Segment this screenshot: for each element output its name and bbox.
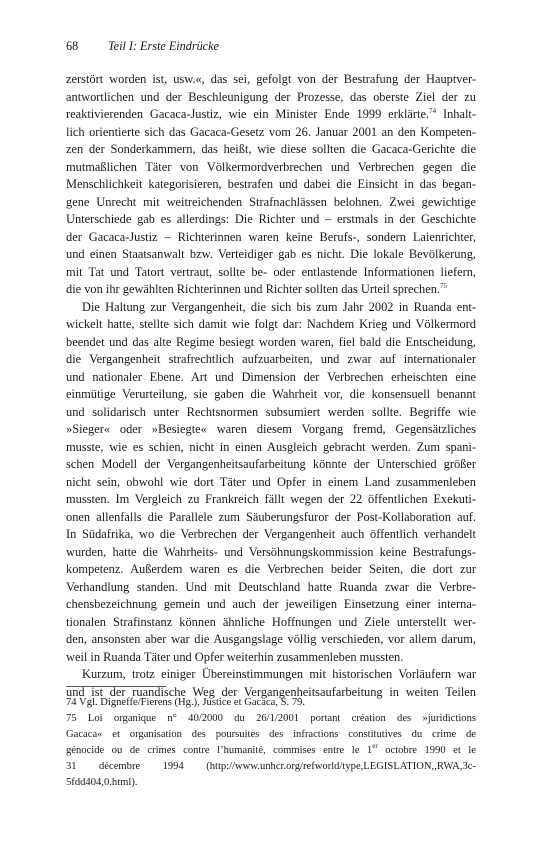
body-line: zerstört worden ist, usw.«, das sei, gefolgt von der Bestrafung der Hauptver-: [66, 72, 476, 86]
footnote-line: 5fdd404,0.html).: [66, 777, 138, 788]
body-line: musste, wie es schien, nicht in einen Ausgleich gebracht werden. Zum spani-: [66, 439, 476, 454]
body-line: und solidarisch unter Rechtsnormen subsumiert werden sollte. Begriffe wie: [66, 404, 476, 419]
superscript-er: er: [372, 743, 378, 750]
body-line: Kurzum, trotz einiger Übereinstimmungen mit historischen Vorläufern war: [82, 667, 476, 681]
body-line: reaktivierenden Gacaca-Justiz, wie ein Minister Ende 1999 erklärte.$^{74}$ Inhalt-: [66, 107, 476, 121]
footnote-line: Gacaca« et organisation des poursuites des infractions constitutives du crime de: [66, 729, 476, 740]
footnote-line: génocide ou de crimes contre l’humanité, commises entre le 1er octobre 1990 et le: [66, 743, 476, 756]
body-line: und einen Staatsanwalt bzw. Verteidiger gab es nicht. Die lokale Bevölkerung,: [66, 247, 476, 261]
body-line: wurden, hatte die Wahrheits- und Versöhnungskommission keine Bestrafungs-: [66, 544, 476, 559]
body-line: beendet und das alte Regime besiegt worden waren, fiel bald die Entscheidung,: [66, 334, 476, 349]
body-line: die Vergangenheit strafrechtlich aufzuarbeiten, und zwar auf internationaler: [66, 352, 476, 366]
body-line: gene Unrecht mit weitreichenden Strafnachlässen belohnen. Zwei gewichtige: [66, 194, 476, 209]
body-line: der Gacaca-Justiz – Richterinnen waren keine Berufs-, sondern Laienrichter,: [66, 229, 476, 244]
body-line: In Südafrika, wo die Verbrechen der Vergangenheit auch öffentlich verhandelt: [66, 527, 476, 541]
page-number: 68: [66, 39, 79, 53]
footnote-75: 75 Loi organique n° 40/2000 du 26/1/2001 portant création des »juridictions: [66, 713, 476, 724]
body-line: Verhandlung standen. Und mit Deutschland hatte Ruanda zwar die Verbre-: [66, 579, 476, 594]
body-line: lich orientierte sich das Gacaca-Gesetz vom 26. Januar 2001 an den Kompeten-: [66, 124, 476, 139]
body-line: Menschlichkeit kategorisieren, bestrafen und dabei die Einsicht in das began-: [66, 177, 476, 191]
body-line: zen der Sonderkammern, das heißt, wie diese sollten die Gacaca-Gerichte die: [66, 142, 476, 156]
footnote-ref-75[interactable]: 75: [440, 282, 448, 290]
footnote-url-line[interactable]: 31 décembre 1994 (http://www.unhcr.org/refworld/type,LEGISLATION,,RWA,3c-: [66, 761, 476, 772]
body-line: den, ansonsten aber war die Ausgangslage völlig verschieden, vor allem darum,: [66, 632, 476, 646]
body-line: mit Tat und Tatort vertraut, sollte be- oder entlastende Informationen liefern,: [66, 264, 476, 279]
body-line: Die Haltung zur Vergangenheit, die sich bis zum Jahr 2002 in Ruanda ent-: [82, 299, 476, 314]
body-line: Unterschiede gab es allerdings: Die Richter und – erstmals in der Geschichte: [66, 212, 476, 226]
footnote-ref-74[interactable]: 74: [429, 107, 437, 115]
running-title: Teil I: Erste Eindrücke: [108, 39, 219, 53]
footnote-separator: [66, 686, 166, 687]
body-line: mutmaßlichen Täter von Völkermordverbrechen und Verbrechen gegen die: [66, 159, 476, 174]
body-line: und ist der ruandische Weg der Vergangenheitsaufarbeitung in weiten Teilen: [66, 684, 476, 699]
body-line: chensbezeichnung gemein und auch der jeweiligen Einsetzung einer interna-: [66, 597, 476, 611]
footnotes: [66, 695, 476, 791]
body-line: antwortlichen und der Beschleunigung der Prozesse, das oberste Ziel der zu: [66, 89, 476, 104]
body-line: onen allenfalls die Parallele zum Säuberungsfuror der Post-Kollaboration auf.: [66, 509, 476, 524]
body-line: die von ihr gewählten Richterinnen und Richter sollten das Urteil sprechen.$^{75}$: [66, 282, 448, 296]
body-line: schen Modell der Vergangenheitsaufarbeitung könnte der Unterschied größer: [66, 457, 476, 471]
body-line: wickelt hatte, stellte sich damit wie folgt dar: Nachdem Krieg und Völkermord: [66, 317, 476, 331]
body-text: [66, 71, 476, 701]
body-line: und nationaler Ebene. Art und Dimension der Verbrechen erheischten eine: [66, 369, 476, 384]
body-line: mussten. Im Vergleich zu Frankreich fällt wegen der 22 öffentlichen Exekuti-: [66, 492, 476, 506]
body-line: weil in Ruanda Täter und Opfer weiterhin zusammenleben mussten.: [66, 649, 404, 664]
page-header: [66, 38, 476, 54]
body-line: »Sieger« oder »Besiegte« waren diesem Vorgang fremd, Gegensätzliches: [66, 422, 476, 436]
footnote-74: 74 Vgl. Digneffe/Fierens (Hg.), Justice et Gacaca, S. 79.: [66, 697, 306, 708]
body-line: nicht sein, obwohl wie dort Täter und Opfer in einem Land zusammenleben: [66, 474, 476, 489]
body-line: einmütige Verurteilung, sie gaben die Wahrheit vor, die konsensuell benannt: [66, 387, 476, 401]
body-line: tionalen Strafinstanz können ähnliche Hoffnungen und Ziele unterstellt wer-: [66, 614, 476, 629]
body-line: kompetenz. Außerdem waren es die Verbrechen beider Seiten, die dort zur: [66, 562, 476, 576]
